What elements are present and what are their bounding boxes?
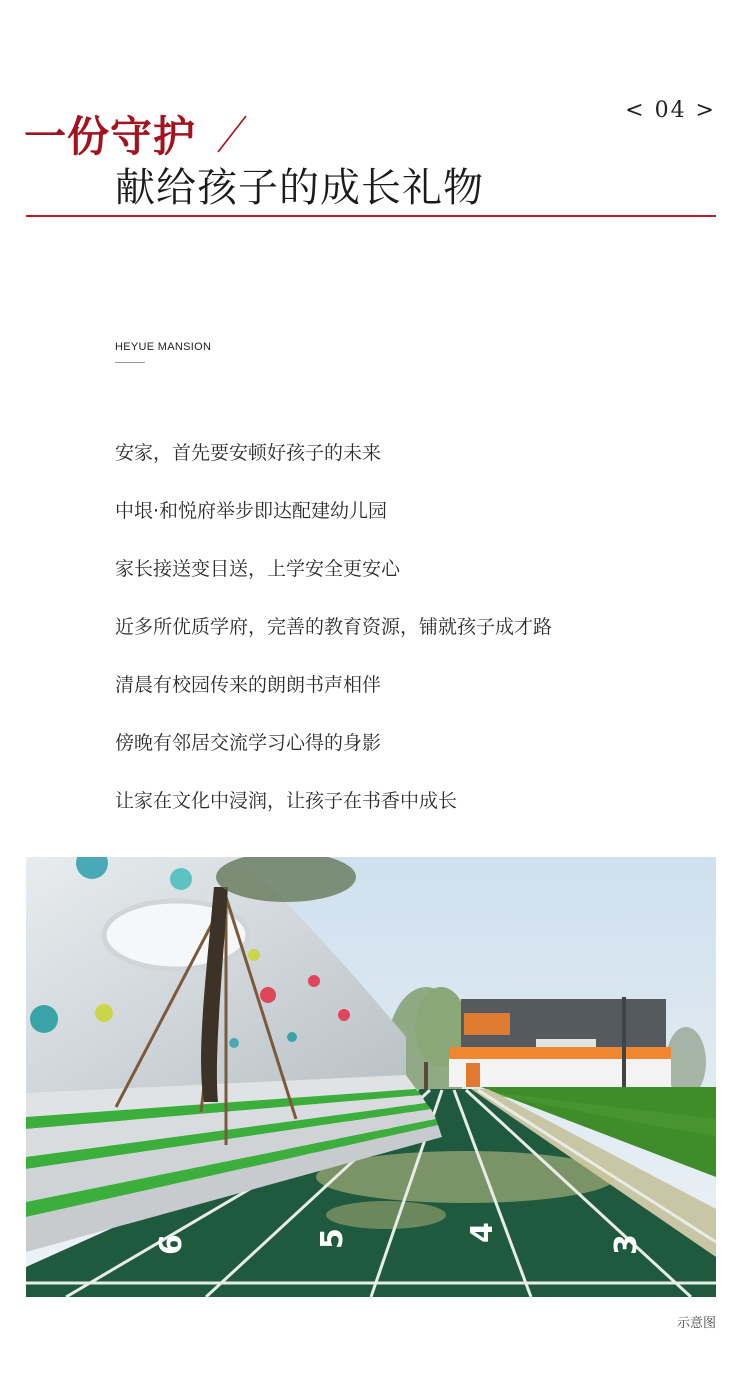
text-line: 安家，首先要安顿好孩子的未来	[115, 442, 382, 464]
photo-caption: 示意图	[676, 1316, 716, 1331]
text-line: 中垠·和悦府举步即达配建幼儿园	[115, 500, 388, 522]
text-line: 家长接送变目送，上学安全更安心	[115, 558, 401, 580]
page-title: 献给孩子的成长礼物	[115, 165, 484, 211]
lane-number: 5	[315, 1228, 350, 1249]
brand-label: HEYUE MANSION	[115, 341, 212, 353]
lane-number: 6	[154, 1234, 189, 1255]
title-underline	[26, 215, 716, 217]
text-line: 让家在文化中浸润，让孩子在书香中成长	[115, 790, 458, 812]
text-line: 近多所优质学府，完善的教育资源，铺就孩子成才路	[115, 616, 553, 638]
text-line: 清晨有校园传来的朗朗书声相伴	[115, 674, 382, 696]
school-track-photo	[26, 857, 716, 1297]
page-number: < 04 >	[625, 98, 716, 123]
body-text	[115, 424, 552, 830]
lane-number: 3	[609, 1234, 644, 1255]
title-red: 一份守护	[24, 112, 197, 161]
slash-divider-icon	[210, 112, 254, 156]
lane-number: 4	[465, 1222, 500, 1243]
text-line: 傍晚有邻居交流学习心得的身影	[115, 732, 382, 754]
brand-underline	[115, 362, 145, 363]
